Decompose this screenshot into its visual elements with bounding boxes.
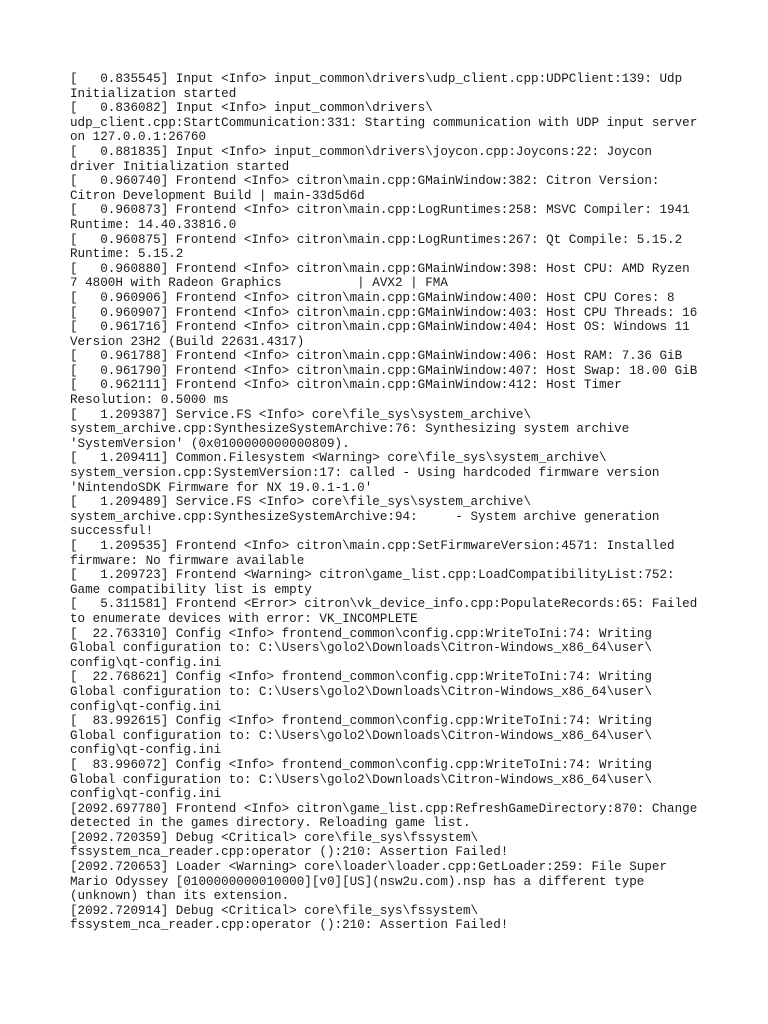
log-line: fssystem_nca_reader.cpp:operator ():210: Assertion Failed! — [70, 918, 509, 933]
log-line: [ 22.763310] Config <Info> frontend_common\config.cpp:WriteToIni:74: Writing — [70, 626, 652, 641]
log-line: fssystem_nca_reader.cpp:operator ():210: Assertion Failed! — [70, 845, 509, 860]
log-line: [ 0.836082] Input <Info> input_common\drivers\ — [70, 101, 433, 116]
log-line: 7 4800H with Radeon Graphics | AVX2 | FMA — [70, 276, 448, 291]
log-line: [ 83.996072] Config <Info> frontend_common\config.cpp:WriteToIni:74: Writing — [70, 757, 652, 772]
log-line: Mario Odyssey [0100000000010000][v0][US](nsw2u.com).nsp has a different type — [70, 874, 645, 889]
log-line: 'NintendoSDK Firmware for NX 19.0.1-1.0' — [70, 480, 373, 495]
log-line: [ 22.768621] Config <Info> frontend_common\config.cpp:WriteToIni:74: Writing — [70, 670, 652, 685]
log-line: [ 0.961788] Frontend <Info> citron\main.cpp:GMainWindow:406: Host RAM: 7.36 GiB — [70, 349, 683, 364]
log-line: Runtime: 14.40.33816.0 — [70, 217, 237, 232]
log-line: 'SystemVersion' (0x0100000000000809). — [70, 436, 350, 451]
log-line: [2092.697780] Frontend <Info> citron\game_list.cpp:RefreshGameDirectory:870: Change — [70, 801, 698, 816]
log-line: [ 1.209387] Service.FS <Info> core\file_sys\system_archive\ — [70, 407, 532, 422]
log-line: [ 1.209535] Frontend <Info> citron\main.cpp:SetFirmwareVersion:4571: Installed — [70, 539, 675, 553]
log-line: [ 1.209723] Frontend <Warning> citron\game_list.cpp:LoadCompatibilityList:752: — [70, 568, 675, 583]
log-line: Global configuration to: C:\Users\golo2\Downloads\Citron-Windows_x86_64\user\ — [70, 772, 652, 787]
log-line: firmware: No firmware available — [70, 553, 305, 568]
log-line: [2092.720653] Loader <Warning> core\loader\loader.cpp:GetLoader:259: File Super — [70, 860, 668, 875]
log-line: Game compatibility list is empty — [70, 582, 312, 597]
log-line: [ 0.962111] Frontend <Info> citron\main.cpp:GMainWindow:412: Host Timer — [70, 378, 622, 393]
log-line: to enumerate devices with error: VK_INCOMPLETE — [70, 611, 418, 626]
log-line: system_version.cpp:SystemVersion:17: called - Using hardcoded firmware version — [70, 466, 660, 481]
log-line: Initialization started — [70, 86, 237, 101]
log-line: [ 0.960906] Frontend <Info> citron\main.cpp:GMainWindow:400: Host CPU Cores: 8 — [70, 290, 675, 305]
log-line: [ 0.961790] Frontend <Info> citron\main.cpp:GMainWindow:407: Host Swap: 18.00 GiB — [70, 363, 698, 378]
log-line: config\qt-config.ini — [70, 699, 222, 714]
log-line: [ 0.960907] Frontend <Info> citron\main.cpp:GMainWindow:403: Host CPU Threads: 16 — [70, 305, 698, 320]
log-line: [ 0.881835] Input <Info> input_common\drivers\joycon.cpp:Joycons:22: Joycon — [70, 144, 652, 159]
log-line: config\qt-config.ini — [70, 743, 222, 758]
log-line: [2092.720914] Debug <Critical> core\file_sys\fssystem\ — [70, 903, 479, 918]
log-line: Citron Development Build | main-33d5d6d — [70, 188, 365, 203]
log-line: config\qt-config.ini — [70, 787, 222, 802]
log-line: [ 1.209489] Service.FS <Info> core\file_sys\system_archive\ — [70, 495, 532, 510]
log-line: detected in the games directory. Reloading game list. — [70, 816, 471, 831]
log-line: Resolution: 0.5000 ms — [70, 393, 229, 408]
log-line: [ 0.960740] Frontend <Info> citron\main.cpp:GMainWindow:382: Citron Version: — [70, 174, 660, 189]
log-document — [70, 72, 760, 933]
log-line: on 127.0.0.1:26760 — [70, 130, 207, 145]
log-line: [ 5.311581] Frontend <Error> citron\vk_device_info.cpp:PopulateRecords:65: Failed — [70, 597, 698, 612]
log-line: driver Initialization started — [70, 159, 290, 174]
log-line: [ 83.992615] Config <Info> frontend_common\config.cpp:WriteToIni:74: Writing — [70, 714, 652, 729]
log-line: udp_client.cpp:StartCommunication:331: Starting communication with UDP input server — [70, 115, 698, 130]
log-line: [2092.720359] Debug <Critical> core\file_sys\fssystem\ — [70, 830, 479, 845]
log-line: (unknown) than its extension. — [70, 889, 290, 904]
log-line: [ 0.960875] Frontend <Info> citron\main.cpp:LogRuntimes:267: Qt Compile: 5.15.2 — [70, 232, 683, 247]
log-line: Global configuration to: C:\Users\golo2\Downloads\Citron-Windows_x86_64\user\ — [70, 684, 652, 699]
log-line: [ 0.960873] Frontend <Info> citron\main.cpp:LogRuntimes:258: MSVC Compiler: 1941 — [70, 203, 690, 218]
log-line: Runtime: 5.15.2 — [70, 247, 184, 262]
log-line: Version 23H2 (Build 22631.4317) — [70, 334, 305, 349]
log-line: [ 0.961716] Frontend <Info> citron\main.cpp:GMainWindow:404: Host OS: Windows 11 — [70, 320, 690, 335]
log-line: successful! — [70, 524, 154, 539]
log-line: [ 0.835545] Input <Info> input_common\drivers\udp_client.cpp:UDPClient:139: Udp — [70, 72, 683, 86]
log-line: config\qt-config.ini — [70, 655, 222, 670]
log-line: [ 0.960880] Frontend <Info> citron\main.cpp:GMainWindow:398: Host CPU: AMD Ryzen — [70, 261, 690, 276]
log-line: [ 1.209411] Common.Filesystem <Warning> core\file_sys\system_archive\ — [70, 451, 607, 466]
log-line: system_archive.cpp:SynthesizeSystemArchive:94: - System archive generation — [70, 509, 660, 524]
log-line: Global configuration to: C:\Users\golo2\Downloads\Citron-Windows_x86_64\user\ — [70, 641, 652, 656]
log-line: system_archive.cpp:SynthesizeSystemArchive:76: Synthesizing system archive — [70, 422, 630, 437]
log-line: Global configuration to: C:\Users\golo2\Downloads\Citron-Windows_x86_64\user\ — [70, 728, 652, 743]
